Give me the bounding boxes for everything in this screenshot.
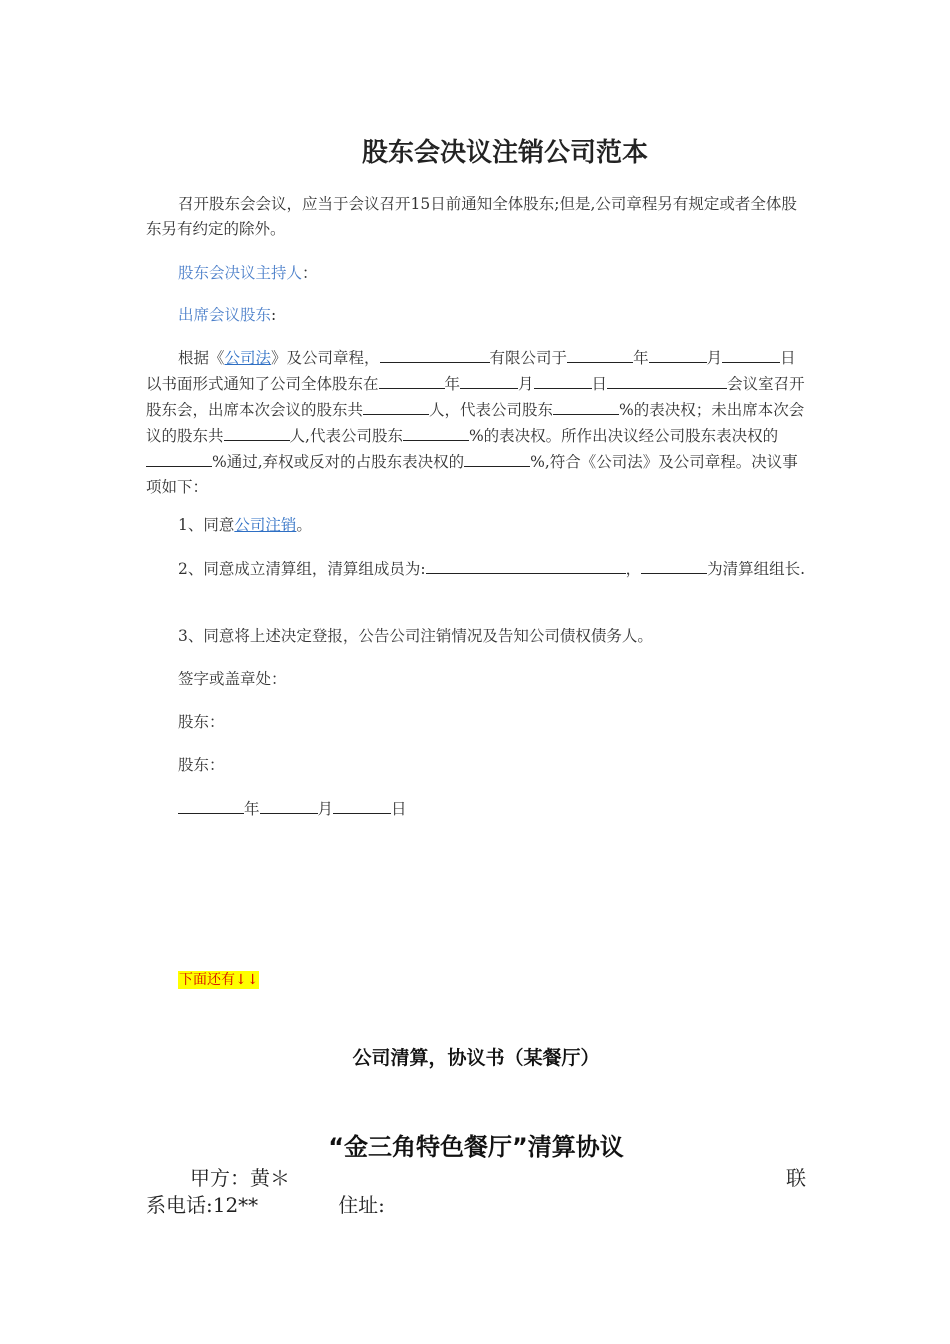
notice-day-blank[interactable] xyxy=(722,345,780,363)
date-line xyxy=(146,796,840,822)
body-text: 日以书面形式通知了公司全体股东在 xyxy=(146,349,796,393)
party-a-contact-line xyxy=(146,1192,806,1219)
attend-line xyxy=(146,303,840,328)
sign-year-blank[interactable] xyxy=(178,796,244,814)
absent-share-blank[interactable] xyxy=(403,423,469,441)
liquidation-members-blank[interactable] xyxy=(426,556,626,574)
contact-phone: 系电话:12** xyxy=(146,1193,259,1217)
notice-month-blank[interactable] xyxy=(649,345,707,363)
body-text: 月 xyxy=(706,349,723,367)
date-text: 月 xyxy=(317,800,334,818)
company-law-link[interactable]: 公司法 xyxy=(224,349,272,367)
pass-share-blank[interactable] xyxy=(146,449,212,467)
sign-month-blank[interactable] xyxy=(260,796,318,814)
body-text: %的表决权。所作出决议经公司股东表决权的 xyxy=(468,427,779,445)
meeting-room-blank[interactable] xyxy=(607,371,727,389)
item-text: 为清算组组长. xyxy=(707,560,806,578)
address-label: 住址: xyxy=(338,1193,385,1217)
notice-year-blank[interactable] xyxy=(567,345,633,363)
body-text: 人,代表公司股东 xyxy=(289,427,403,445)
item-text: 。 xyxy=(296,516,312,534)
item-3: 3、同意将上述决定登报，公告公司注销情况及告知公司债权债务人。 xyxy=(178,627,653,645)
date-text: 年 xyxy=(244,800,260,818)
meeting-day-blank[interactable] xyxy=(534,371,592,389)
body-text: %,符合《公司法》及公司章程。决议事项如下： xyxy=(146,453,798,496)
party-a-line xyxy=(146,1165,806,1192)
host-label: 股东会决议主持人 xyxy=(178,264,303,282)
intro-paragraph: 召开股东会会议，应当于会议召开15日前通知全体股东;但是,公司章程另有规定或者全体股东另有约定的除外。 xyxy=(146,195,797,238)
item-text: 1、同意 xyxy=(178,516,235,534)
date-text: 日 xyxy=(391,800,407,818)
host-colon: ： xyxy=(302,264,318,282)
signature-label: 签字或盖章处： xyxy=(178,670,287,688)
item-text: 2、同意成立清算组，清算组成员为: xyxy=(178,560,426,578)
host-line xyxy=(146,261,840,286)
shareholder-line-2: 股东： xyxy=(178,756,225,774)
absent-count-blank[interactable] xyxy=(224,423,290,441)
attend-label: 出席会议股东 xyxy=(178,306,272,324)
attendee-share-blank[interactable] xyxy=(553,397,619,415)
body-text: %的表决权；未出席本次会议的股东共 xyxy=(146,401,805,445)
item-1 xyxy=(146,513,840,538)
body-text: %通过,弃权或反对的占股东表决权的 xyxy=(212,453,465,471)
main-paragraph xyxy=(146,345,808,500)
body-text: 会议室召开股东会，出席本次会议的股东共 xyxy=(146,375,805,419)
attend-colon: : xyxy=(271,306,277,324)
shareholder-line-1: 股东： xyxy=(178,713,225,731)
attendee-count-blank[interactable] xyxy=(363,397,429,415)
body-text: 年 xyxy=(633,349,649,367)
body-text: 月 xyxy=(518,375,534,393)
document-title: 股东会决议注销公司范本 xyxy=(361,138,648,168)
agreement-title: “金三角特色餐厅”清算协议 xyxy=(328,1133,624,1161)
section-subtitle: 公司清算，协议书（某餐厅） xyxy=(352,1047,600,1069)
body-text: 年 xyxy=(444,375,461,393)
group-leader-blank[interactable] xyxy=(641,556,707,574)
item-2 xyxy=(146,556,808,582)
body-text: 根据《 xyxy=(178,349,225,367)
body-text: 人，代表公司股东 xyxy=(429,401,554,419)
company-name-blank[interactable] xyxy=(380,345,490,363)
body-text: 日 xyxy=(591,375,608,393)
sign-day-blank[interactable] xyxy=(333,796,391,814)
more-below-highlight: 下面还有↓↓ xyxy=(179,972,259,988)
body-text: 》及公司章程， xyxy=(271,349,380,367)
meeting-year-blank[interactable] xyxy=(379,371,445,389)
oppose-share-blank[interactable] xyxy=(464,449,530,467)
contact-label-part-1: 联 xyxy=(786,1166,806,1190)
party-a-block xyxy=(146,1165,806,1219)
item-text: ， xyxy=(625,560,642,578)
body-text: 有限公司于 xyxy=(489,349,568,367)
company-deregistration-link[interactable]: 公司注销 xyxy=(234,516,297,534)
party-a-name: 甲方：黄＊ xyxy=(190,1166,290,1190)
meeting-month-blank[interactable] xyxy=(460,371,518,389)
